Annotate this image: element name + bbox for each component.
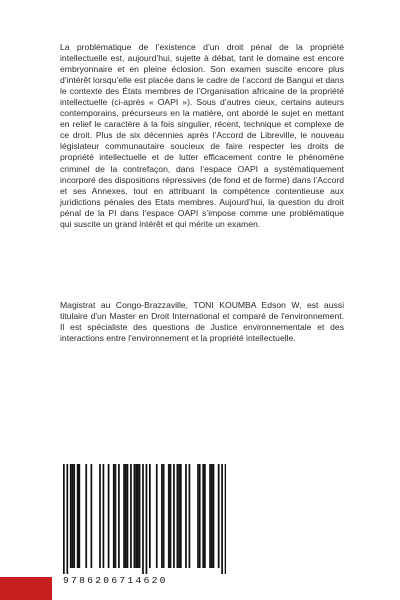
barcode-bar: [168, 464, 170, 568]
barcode-bar: [135, 464, 137, 568]
barcode-bar: [221, 464, 223, 574]
barcode-bar: [118, 464, 120, 568]
isbn-barcode: [60, 462, 226, 588]
barcode-bar: [139, 464, 141, 568]
barcode-bar: [185, 464, 187, 568]
barcode-bar: [91, 464, 93, 568]
barcode-bar: [211, 464, 213, 568]
barcode-bar: [204, 464, 206, 568]
barcode-bar: [103, 464, 105, 568]
summary-text: La problématique de l’existence d’un droit pénal de la propriété intellectuelle est, aujourd’hui, sujette à débat, tant le domaine est encore embryonnaire et en pleine éclosion. Son examen suscite encore plus d’intérêt lorsqu’elle est placée dans le cadre de l’accord de Bangui et dans le contexte des États membres de l’Organisation africaine de la propriété intellectuelle (ci-après « OAPI »). Sous d’autres cieux, certains auteurs contemporains, précurseurs en la matière, ont abordé le sujet en mettant en relief le caractère à la fois singulier, récent, technique et complexe de ce droit. Plus de six décennies après l’Accord de Libreville, le nouveau législateur communautaire soucieux de faire respecter les droits de propriété intellectuelle et de lutter efficacement contre le phénomène criminel de la contrefaçon, dans l’espace OAPI a systématiquement incorporé des dispositions répressives (de fond et de forme) dans l’Accord et ses Annexes, tout en attribuant la compétence contentieuse aux juridictions pénales des Etats membres. Aujourd’hui, la question du droit pénal de la PI dans l’espace OAPI s’impose comme une problématique qui suscite un grand intérêt et qui mérite un examen.: [60, 42, 344, 229]
barcode-bar: [177, 464, 179, 568]
barcode-bar: [130, 464, 132, 568]
barcode-bar: [156, 464, 158, 568]
barcode-bar: [113, 464, 115, 568]
barcode-bar: [70, 464, 72, 568]
barcode-number: 9786206714620: [63, 575, 168, 586]
barcode-bar: [115, 464, 117, 568]
barcode-bar: [209, 464, 211, 568]
barcode-bar: [197, 464, 199, 568]
barcode-bars: [60, 462, 226, 574]
barcode-bar: [170, 464, 172, 568]
barcode-bar: [85, 464, 87, 568]
barcode-bar: [137, 464, 139, 568]
barcode-bar: [108, 464, 110, 568]
barcode-bar: [123, 464, 125, 568]
author-bio: Magistrat au Congo-Brazzaville, TONI KOUMBA Edson W, est aussi titulaire d'un Master en Droit International et comparé de l'environnement. Il est spécialiste des questions de Justice environnementale et des interactions entre l'environnement et la propriété intellectuelle.: [60, 300, 344, 344]
barcode-bar: [213, 464, 215, 568]
barcode-bar: [72, 464, 74, 568]
barcode-bar: [125, 464, 127, 568]
barcode-bar: [63, 464, 65, 574]
barcode-bar: [134, 464, 136, 568]
barcode-bar: [225, 464, 226, 574]
barcode-bar: [178, 464, 180, 568]
barcode-bar: [142, 464, 144, 574]
barcode-bar: [202, 464, 204, 568]
barcode-bar: [189, 464, 191, 568]
barcode-bar: [78, 464, 80, 568]
barcode-bar: [180, 464, 182, 568]
barcode-bar: [66, 464, 68, 574]
barcode-bar: [149, 464, 151, 568]
barcode-bar: [173, 464, 175, 568]
barcode-bar: [73, 464, 75, 568]
barcode-bar: [77, 464, 79, 568]
accent-band: [0, 577, 52, 600]
barcode-bar: [163, 464, 165, 568]
barcode-bar: [199, 464, 201, 568]
barcode-bar: [99, 464, 101, 568]
barcode-bar: [161, 464, 163, 568]
barcode-bar: [146, 464, 148, 574]
barcode-bar: [218, 464, 220, 568]
barcode-bar: [127, 464, 129, 568]
